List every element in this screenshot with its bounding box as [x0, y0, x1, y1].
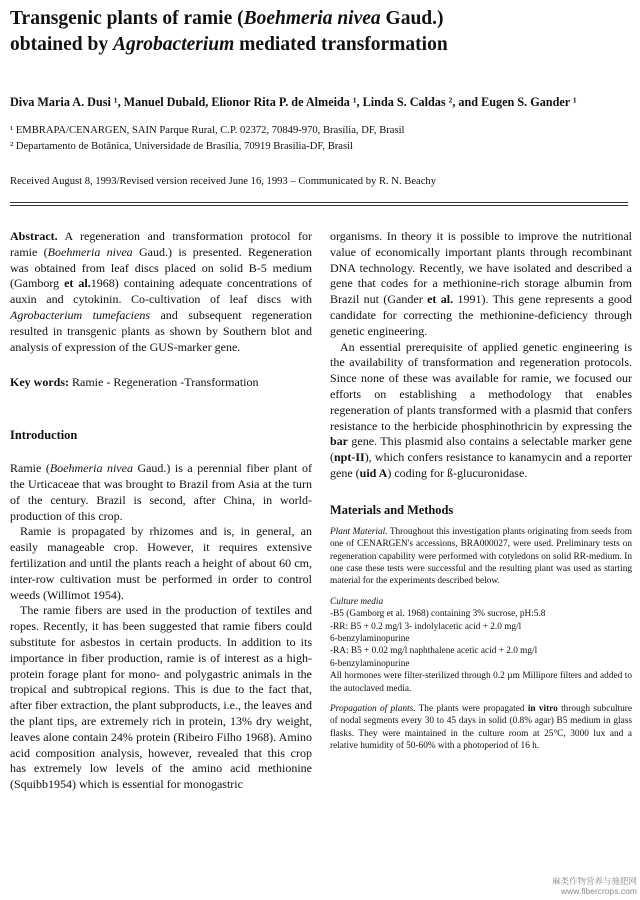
introduction-heading: Introduction	[10, 428, 78, 443]
culture-media-line: -B5 (Gamborg et al. 1968) containing 3% sucrose, pH:5.8	[330, 609, 546, 620]
abstract	[10, 229, 312, 355]
title-text: obtained by	[10, 34, 113, 55]
watermark-line-2: www.fibercrops.com	[560, 886, 637, 896]
right-text: 1991). This gene represents a good candidate for correcting the methionine-deficiency through genetic engineering.	[330, 292, 633, 338]
keywords-label: Key words:	[10, 375, 69, 390]
gene-bar: bar	[330, 434, 348, 449]
intro-text: Ramie (	[10, 461, 50, 476]
right-paragraph-1	[330, 229, 632, 340]
introduction-paragraph-2: Ramie is propagated by rhizomes and is, in general, an easily manageable crop. However, it requires extensive fertilization and until the plants reach a height of about 60 cm, inter-row cultivation must be performed in order to control weeds (Willimot 1954).	[10, 524, 312, 602]
abstract-label: Abstract.	[10, 229, 58, 243]
right-text: gene. This plasmid also contains a selectable marker gene (	[330, 434, 632, 465]
propagation-invitro: in vitro	[527, 704, 558, 715]
culture-media-line: -RR: B5 + 0.2 mg/l 3- indolylacetic acid + 2.0 mg/l	[330, 621, 522, 632]
methods-heading: Materials and Methods	[330, 502, 454, 517]
introduction-paragraph-1	[10, 461, 312, 524]
title-line-2	[10, 32, 630, 58]
abstract-species: Boehmeria nivea	[47, 244, 133, 259]
plant-material-paragraph	[330, 526, 632, 588]
abstract-bacterium: Agrobacterium tumefaciens	[10, 307, 150, 322]
culture-media-line: All hormones were filter-sterilized through 0.2 µm Millipore filters and added to the autoclaved media.	[330, 671, 632, 694]
abstract-text: A regeneration and transformation protocol for ramie (	[10, 229, 312, 259]
paper-title	[10, 6, 630, 58]
right-text: An essential prerequisite of applied genetic engineering is the availability of transformation and regeneration protocols. Since none of these was available for ramie, we focused our efforts on establishing a methodology that enables regeneration of plants transformed with a plasmid that confers resistance to the herbicide phosphinothricin by expressing the	[330, 339, 632, 433]
gene-uid: uid A	[359, 465, 388, 480]
propagation-paragraph	[330, 703, 632, 753]
title-species: Boehmeria nivea	[243, 8, 381, 29]
title-text: mediated transformation	[234, 34, 448, 55]
culture-media-line: 6-benzylaminopurine	[330, 634, 410, 644]
gene-npt: npt-II	[334, 450, 365, 465]
abstract-text: and subsequent regeneration resulted in transgenic plants as shown by Southern blot and analysis of expression of the GUS-marker gene.	[10, 307, 312, 354]
right-paragraph-2	[330, 340, 632, 482]
right-column	[330, 229, 632, 753]
propagation-label: Propagation of plants.	[330, 704, 416, 715]
title-genus: Agrobacterium	[112, 34, 235, 55]
author-list: Diva Maria A. Dusi ¹, Manuel Dubald, Elionor Rita P. de Almeida ¹, Linda S. Caldas ², and Eugen S. Gander ¹	[10, 95, 577, 109]
propagation-text: The plants were propagated	[415, 704, 528, 715]
affiliation-1: ¹ EMBRAPA/CENARGEN, SAIN Parque Rural, C.P. 02372, 70849-970, Brasília, DF, Brasil	[10, 125, 405, 136]
title-line-1	[10, 6, 630, 32]
affiliation-2: ² Departamento de Botânica, Universidade de Brasília, 70919 Brasília-DF, Brasil	[10, 141, 354, 152]
culture-media-line: -RA: B5 + 0.02 mg/l naphthalene acetic acid + 2.0 mg/l	[330, 646, 538, 657]
right-text: organisms. In theory it is possible to improve the nutritional value of economically important plants through recombinant DNA technology. Recently, we have isolated and described a gene that codes for a methionine-rich storage albumin from Brazil nut (Gander	[330, 229, 632, 307]
propagation-text: through subculture of nodal segments every 30 to 45 days in solid (0.8% agar) B5 medium in glass flasks. They were maintained in the culture room at 25°C, 3000 lux and a relative humidity of 50-60% with a photoperiod of 16 h.	[330, 704, 633, 752]
culture-media-label: Culture media	[330, 596, 384, 607]
intro-species: Boehmeria nivea	[49, 461, 133, 476]
header-divider	[10, 202, 628, 203]
culture-media-line: 6-benzylaminopurine	[330, 658, 410, 669]
plant-material-label: Plant Material.	[330, 526, 388, 537]
keywords-text: Ramie - Regeneration -Transformation	[69, 375, 259, 390]
watermark	[512, 876, 637, 896]
abstract-etal: et al.	[64, 276, 91, 291]
left-column	[10, 229, 312, 793]
watermark-line-1: 麻类作物营养与施肥网	[551, 876, 637, 886]
title-text: Gaud.)	[380, 8, 444, 29]
right-text: ) coding for ß-glucuronidase.	[387, 465, 528, 480]
right-etal: et al.	[427, 292, 454, 307]
right-text: ), which confers resistance to kanamycin and a reporter gene (	[330, 450, 632, 480]
introduction-paragraph-3: The ramie fibers are used in the production of textiles and ropes. Recently, it has been suggested that ramie fibers could substitute for asbestos in certain products. In addition to its importance in fiber production, ramie is of interest as a high-protein forage plant for mono- and polygastric animals in the tropical and subtropical regions. This is due to the fact that, after fiber extraction, the plant subproducts, i.e., the leaves and the plant tips, are extremely rich in protein, 13% dry weight, leaves alone contain 24% protein (Ribeiro Filho 1968). Amino acid composition analysis, however, revealed that this crop has extremely low levels of the amino acid methionine (Squibb1954) which is essential for monogastric	[10, 603, 312, 792]
title-text: Transgenic plants of ramie (	[10, 8, 244, 29]
abstract-text: 1968) containing adequate concentrations of auxin and cytokinin. Co-cultivation of leaf discs with	[10, 276, 313, 307]
keywords	[10, 375, 312, 391]
header-divider	[10, 205, 628, 206]
intro-text: Gaud.) is a perennial fiber plant of the Urticaceae that was brought to Brazil from Asia at the turn of the century. Brazil is second, after China, in world-production of this crop.	[10, 461, 312, 523]
received-line: Received August 8, 1993/Revised version received June 16, 1993 – Communicated by R. N. Beachy	[10, 176, 437, 187]
plant-material-text: Throughout this investigation plants originating from seeds from one of CENARGEN's accessions, BRA000027, were used. Preliminary tests on regeneration capability were performed with cotyledons on solid RR-medium. In one case these tests were successful and the resulting plant was used as starting material for the experiments described below.	[330, 526, 632, 587]
abstract-text: Gaud.) is presented. Regeneration was obtained from leaf discs placed on solid B-5 medium (Gamborg	[10, 244, 313, 291]
